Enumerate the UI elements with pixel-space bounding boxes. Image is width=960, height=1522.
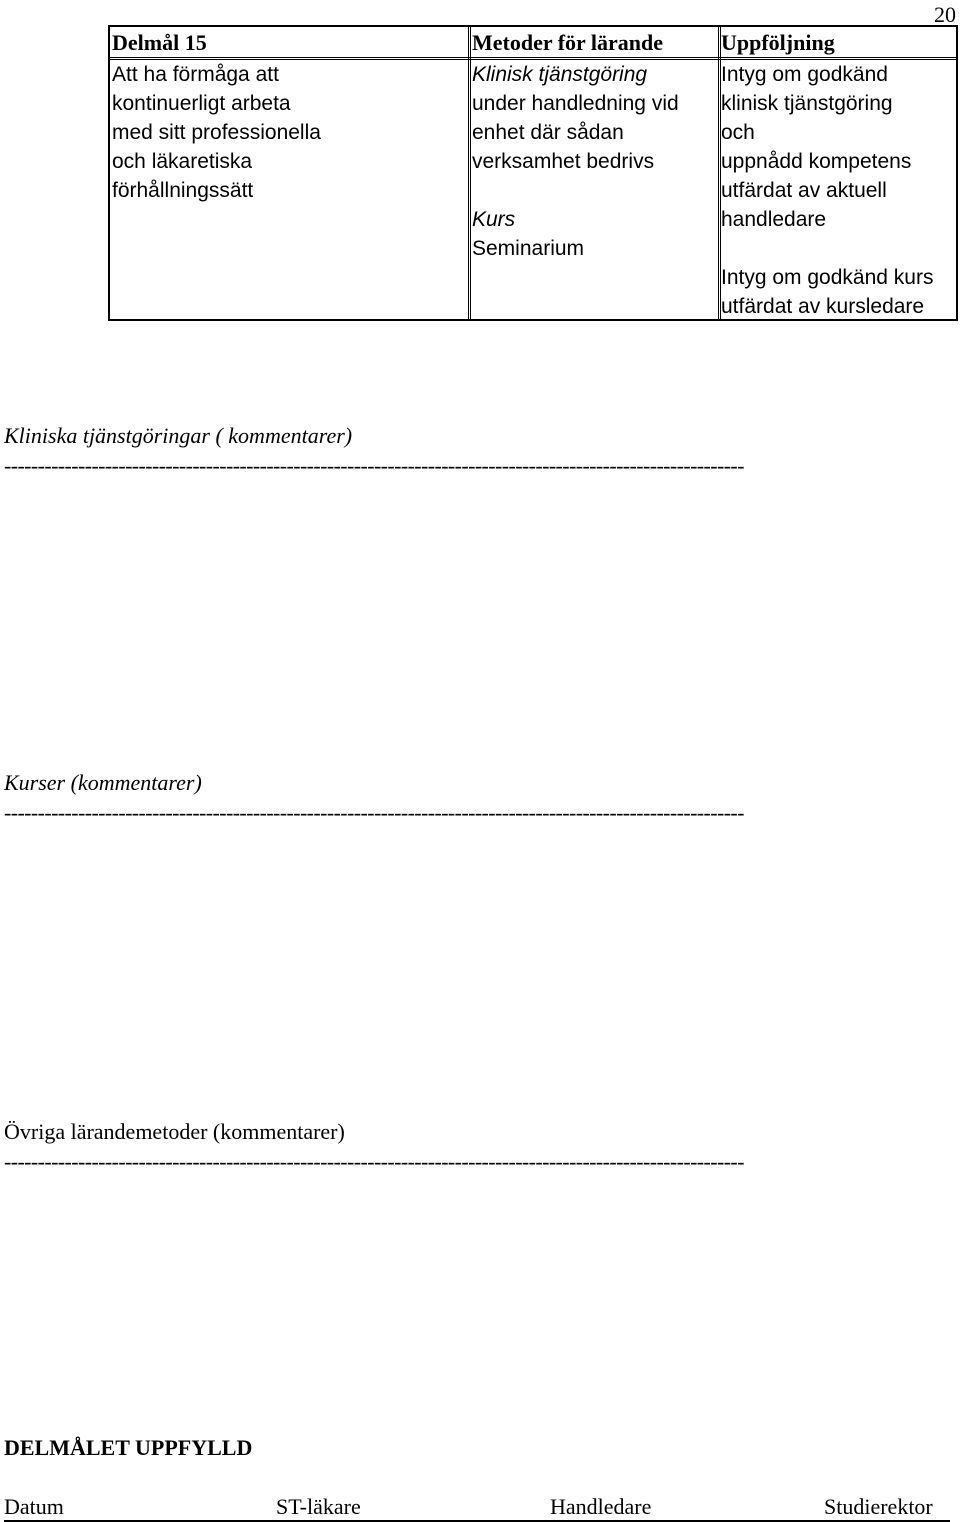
goal-line: kontinuerligt arbeta <box>112 92 291 115</box>
learning-methods <box>472 60 679 263</box>
signature-row <box>4 1494 950 1522</box>
signature-director-of-studies: Studierektor <box>824 1494 933 1519</box>
followup-line: handledare <box>721 208 827 231</box>
clinical-comments-line[interactable]: -------------------------------------------------------------------------------------------------------------- <box>4 453 744 478</box>
followup-line: uppnådd kompetens <box>721 150 912 173</box>
goal-met-heading: DELMÅLET UPPFYLLD <box>4 1435 253 1460</box>
signature-supervisor: Handledare <box>550 1494 652 1519</box>
goal-line: Att ha förmåga att <box>112 63 279 86</box>
header-goal: Delmål 15 <box>112 30 207 55</box>
column-divider <box>468 27 471 319</box>
followup-line: utfärdat av kursledare <box>721 295 925 318</box>
goal-description <box>112 60 321 205</box>
other-methods-label: Övriga lärandemetoder (kommentarer) <box>4 1119 345 1144</box>
clinical-comments-label: Kliniska tjänstgöringar ( kommentarer) <box>4 423 353 448</box>
signature-st-doctor: ST-läkare <box>276 1494 361 1519</box>
method-clinical-title: Klinisk tjänstgöring <box>472 63 648 86</box>
course-comments-label: Kurser (kommentarer) <box>4 770 202 795</box>
header-followup: Uppföljning <box>721 30 835 55</box>
followup-line: utfärdat av aktuell <box>721 179 887 202</box>
page-number: 20 <box>934 2 956 27</box>
method-line: enhet där sådan <box>472 121 624 144</box>
goal-line: och läkaretiska <box>112 150 253 173</box>
header-methods: Metoder för lärande <box>472 30 664 55</box>
other-methods-line[interactable]: -------------------------------------------------------------------------------------------------------------- <box>4 1149 744 1174</box>
method-line: verksamhet bedrivs <box>472 150 655 173</box>
signature-date: Datum <box>4 1494 64 1519</box>
goal-line: med sitt professionella <box>112 121 321 144</box>
followup-line: och <box>721 121 755 144</box>
followup-line: Intyg om godkänd <box>721 63 888 86</box>
followup-description <box>721 60 933 321</box>
method-seminar: Seminarium <box>472 237 585 260</box>
method-line: under handledning vid <box>472 92 679 115</box>
method-course: Kurs <box>472 208 516 231</box>
goal-line: förhållningssätt <box>112 179 254 202</box>
followup-line: Intyg om godkänd kurs <box>721 266 934 289</box>
followup-line: klinisk tjänstgöring <box>721 92 893 115</box>
goal-table <box>108 25 958 321</box>
course-comments-line[interactable]: -------------------------------------------------------------------------------------------------------------- <box>4 800 744 825</box>
